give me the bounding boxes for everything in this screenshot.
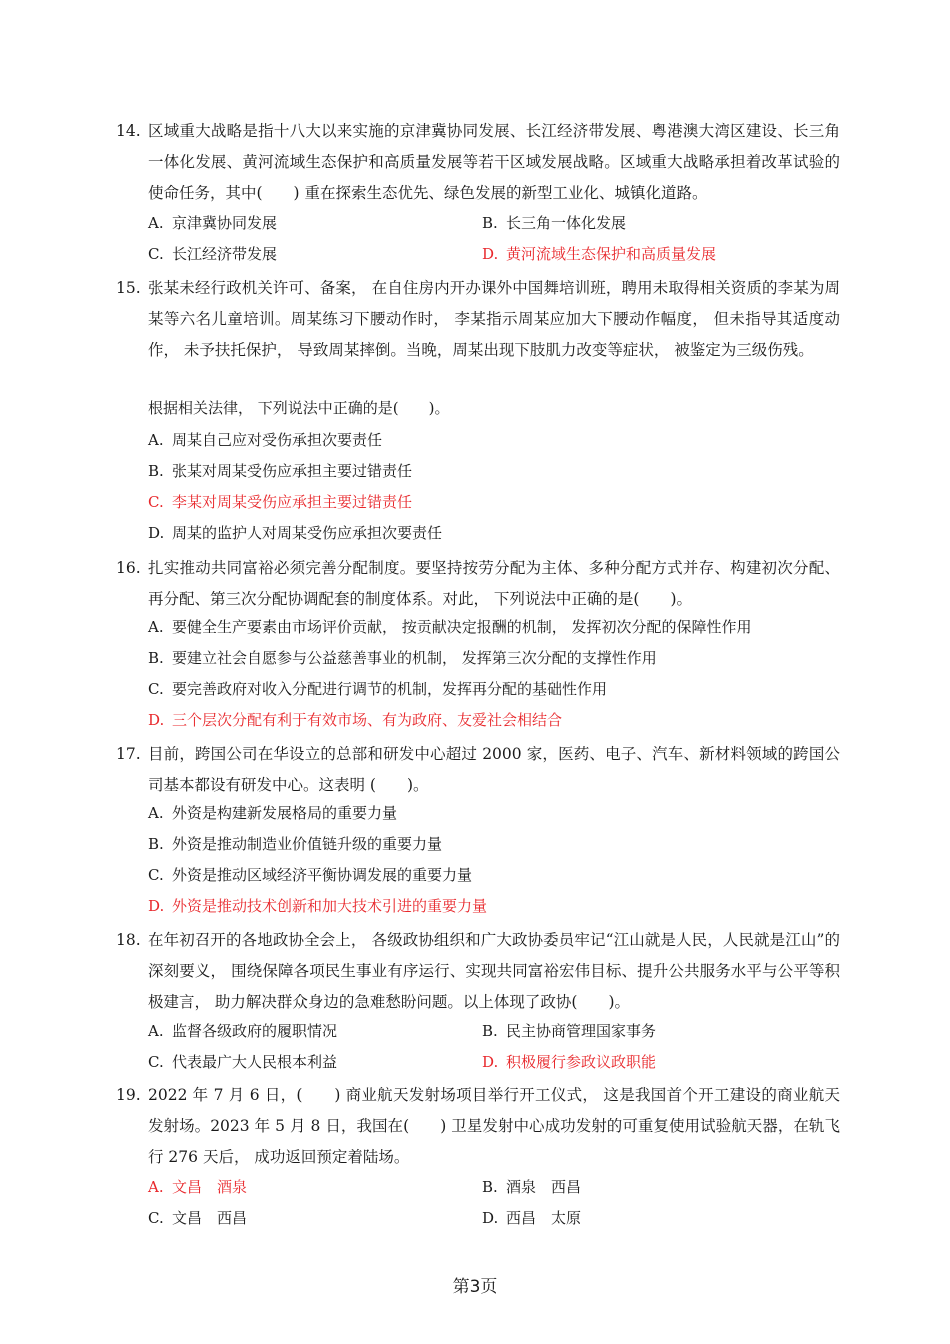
- option-text: 长江经济带发展: [172, 245, 278, 263]
- option-letter: A.: [148, 1178, 164, 1196]
- option-text: 要健全生产要素由市场评价贡献， 按贡献决定报酬的机制， 发挥初次分配的保障性作用: [172, 618, 752, 636]
- question-number: 17.: [116, 745, 141, 763]
- option-16-b[interactable]: [148, 648, 657, 668]
- option-letter: B.: [482, 1022, 498, 1040]
- option-19-a-answer[interactable]: [148, 1177, 247, 1197]
- option-15-a[interactable]: [148, 430, 382, 450]
- option-letter: C.: [148, 245, 164, 263]
- option-letter: D.: [148, 711, 165, 729]
- option-text: 李某对周某受伤应承担主要过错责任: [172, 493, 413, 511]
- option-text: 外资是推动技术创新和加大技术引进的重要力量: [172, 897, 488, 915]
- option-text: 京津冀协同发展: [172, 214, 278, 232]
- option-text: 周某的监护人对周某受伤应承担次要责任: [172, 524, 443, 542]
- option-text: 文昌 西昌: [172, 1209, 248, 1227]
- option-17-a[interactable]: [148, 803, 397, 823]
- option-16-d-answer[interactable]: [148, 710, 562, 730]
- option-text: 要建立社会自愿参与公益慈善事业的机制， 发挥第三次分配的支撑性作用: [172, 649, 657, 667]
- question-stem: 在年初召开的各地政协全会上， 各级政协组织和广大政协委员牢记“江山就是人民，人民就是江山”的深刻要义， 围绕保障各项民生事业有序运行、实现共同富裕宏伟目标、提升公共服务水平与公平等积极建言， 助力解决群众身边的急难愁盼问题。以上体现了政协( )。: [148, 931, 840, 1011]
- option-18-b[interactable]: [482, 1021, 656, 1041]
- question-18: [116, 925, 840, 1018]
- option-letter: A.: [148, 618, 164, 636]
- option-text: 西昌 太原: [506, 1209, 582, 1227]
- option-text: 外资是构建新发展格局的重要力量: [172, 804, 398, 822]
- question-number: 18.: [116, 931, 141, 949]
- option-text: 长三角一体化发展: [506, 214, 627, 232]
- option-text: 民主协商管理国家事务: [506, 1022, 657, 1040]
- option-text: 外资是推动制造业价值链升级的重要力量: [172, 835, 443, 853]
- option-15-d[interactable]: [148, 523, 442, 543]
- page-number: 第3页: [452, 1277, 498, 1297]
- option-18-a[interactable]: [148, 1021, 337, 1041]
- question-number: 16.: [116, 559, 141, 577]
- option-text: 积极履行参政议政职能: [506, 1053, 657, 1071]
- option-letter: C.: [148, 866, 164, 884]
- option-letter: A.: [148, 431, 164, 449]
- option-letter: A.: [148, 804, 164, 822]
- option-letter: B.: [148, 462, 164, 480]
- option-text: 张某对周某受伤应承担主要过错责任: [172, 462, 413, 480]
- option-18-d-answer[interactable]: [482, 1052, 656, 1072]
- option-letter: A.: [148, 1022, 164, 1040]
- option-text: 周某自己应对受伤承担次要责任: [172, 431, 383, 449]
- question-19: [116, 1080, 840, 1173]
- option-14-d-answer[interactable]: [482, 244, 716, 264]
- option-19-c[interactable]: [148, 1208, 247, 1228]
- option-19-b[interactable]: [482, 1177, 581, 1197]
- question-stem: 张某未经行政机关许可、备案， 在自住房内开办课外中国舞培训班，聘用未取得相关资质的李某为周某等六名儿童培训。周某练习下腰动作时， 李某指示周某应加大下腰动作幅度， 但未指导其适度动作， 未予扶托保护， 导致周某摔倒。当晚，周某出现下肢肌力改变等症状， 被鉴定为三级伤残。: [148, 279, 840, 359]
- question-number: 19.: [116, 1086, 141, 1104]
- question-17: [116, 739, 840, 801]
- option-text: 酒泉 西昌: [506, 1178, 582, 1196]
- option-17-b[interactable]: [148, 834, 442, 854]
- question-stem: 目前，跨国公司在华设立的总部和研发中心超过 2000 家，医药、电子、汽车、新材料领域的跨国公司基本都设有研发中心。这表明 ( )。: [148, 745, 840, 794]
- option-text: 要完善政府对收入分配进行调节的机制，发挥再分配的基础性作用: [172, 680, 608, 698]
- option-text: 黄河流域生态保护和高质量发展: [506, 245, 717, 263]
- option-15-b[interactable]: [148, 461, 412, 481]
- option-17-d-answer[interactable]: [148, 896, 487, 916]
- question-number: 14.: [116, 122, 141, 140]
- option-letter: B.: [482, 1178, 498, 1196]
- question-number: 15.: [116, 279, 141, 297]
- option-letter: B.: [482, 214, 498, 232]
- option-letter: C.: [148, 1053, 164, 1071]
- option-text: 文昌 酒泉: [172, 1178, 248, 1196]
- question-15: [116, 273, 840, 366]
- option-letter: D.: [148, 897, 165, 915]
- option-letter: D.: [482, 245, 499, 263]
- option-text: 监督各级政府的履职情况: [172, 1022, 338, 1040]
- option-letter: A.: [148, 214, 164, 232]
- option-14-b[interactable]: [482, 213, 626, 233]
- question-stem: 扎实推动共同富裕必须完善分配制度。要坚持按劳分配为主体、多种分配方式并存、构建初次分配、再分配、第三次分配协调配套的制度体系。对此， 下列说法中正确的是( )。: [148, 559, 840, 608]
- question-16: [116, 553, 840, 615]
- option-18-c[interactable]: [148, 1052, 337, 1072]
- option-letter: C.: [148, 680, 164, 698]
- option-letter: C.: [148, 493, 164, 511]
- option-letter: D.: [482, 1053, 499, 1071]
- question-stem: 2022 年 7 月 6 日，( ) 商业航天发射场项目举行开工仪式， 这是我国首个开工建设的商业航天发射场。2023 年 5 月 8 日，我国在( ) 卫星发射中心成功发射的可重复使用试验航天器，在轨飞行 276 天后， 成功返回预定着陆场。: [148, 1086, 840, 1166]
- option-16-c[interactable]: [148, 679, 607, 699]
- option-letter: B.: [148, 835, 164, 853]
- option-15-c-answer[interactable]: [148, 492, 412, 512]
- question-15-prompt: 根据相关法律， 下列说法中正确的是( )。: [148, 399, 450, 417]
- option-text: 代表最广大人民根本利益: [172, 1053, 338, 1071]
- option-14-a[interactable]: [148, 213, 277, 233]
- option-letter: D.: [482, 1209, 499, 1227]
- option-text: 外资是推动区域经济平衡协调发展的重要力量: [172, 866, 473, 884]
- question-14: [116, 116, 840, 209]
- option-14-c[interactable]: [148, 244, 277, 264]
- option-19-d[interactable]: [482, 1208, 581, 1228]
- option-letter: B.: [148, 649, 164, 667]
- option-letter: D.: [148, 524, 165, 542]
- option-17-c[interactable]: [148, 865, 472, 885]
- question-stem: 区域重大战略是指十八大以来实施的京津冀协同发展、长江经济带发展、粤港澳大湾区建设、长三角一体化发展、黄河流域生态保护和高质量发展等若干区域发展战略。区域重大战略承担着改革试验的使命任务，其中( ) 重在探索生态优先、绿色发展的新型工业化、城镇化道路。: [148, 122, 840, 202]
- option-text: 三个层次分配有利于有效市场、有为政府、友爱社会相结合: [172, 711, 563, 729]
- option-letter: C.: [148, 1209, 164, 1227]
- option-16-a[interactable]: [148, 617, 752, 637]
